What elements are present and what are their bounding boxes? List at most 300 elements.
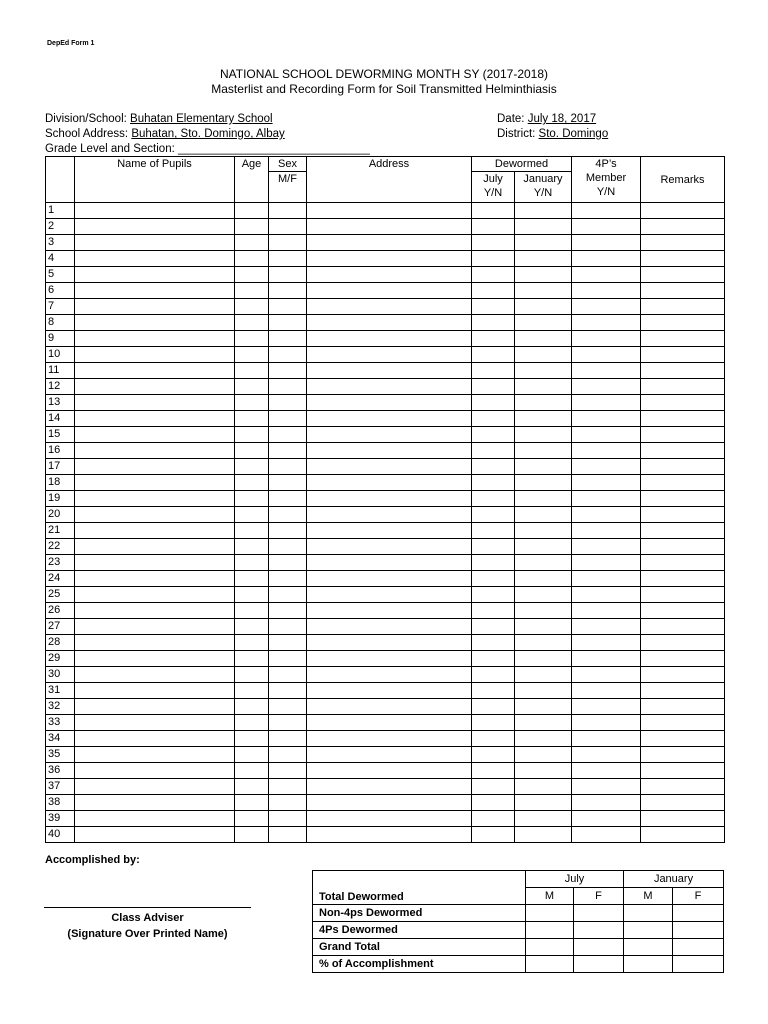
table-cell [307, 667, 472, 683]
table-cell [572, 539, 641, 555]
table-row [46, 539, 725, 555]
table-cell [472, 219, 515, 235]
table-cell [472, 587, 515, 603]
table-cell [269, 363, 307, 379]
row-number: 9 [46, 331, 75, 347]
name-header: Name of Pupils [75, 157, 235, 203]
table-cell [235, 571, 269, 587]
table-cell [235, 539, 269, 555]
table-cell [307, 651, 472, 667]
table-cell [641, 475, 725, 491]
table-cell [472, 651, 515, 667]
table-cell [307, 251, 472, 267]
table-cell [572, 827, 641, 843]
table-cell [307, 507, 472, 523]
table-cell [269, 203, 307, 219]
date-value: July 18, 2017 [527, 113, 597, 125]
table-cell [572, 651, 641, 667]
table-cell [641, 699, 725, 715]
table-cell [572, 315, 641, 331]
table-row [46, 491, 725, 507]
table-cell [235, 747, 269, 763]
table-row [46, 795, 725, 811]
table-cell [307, 827, 472, 843]
table-cell [307, 379, 472, 395]
table-cell [307, 219, 472, 235]
table-cell [235, 779, 269, 795]
table-cell [515, 203, 572, 219]
row-number: 33 [46, 715, 75, 731]
table-cell [641, 667, 725, 683]
table-cell [515, 635, 572, 651]
table-cell [472, 395, 515, 411]
table-cell [515, 331, 572, 347]
table-cell [472, 475, 515, 491]
table-cell [307, 699, 472, 715]
table-cell [307, 763, 472, 779]
row-number: 15 [46, 427, 75, 443]
table-cell [472, 603, 515, 619]
table-cell [572, 635, 641, 651]
summary-row-label: % of Accomplishment [313, 956, 526, 973]
table-cell [572, 731, 641, 747]
table-cell [269, 731, 307, 747]
table-cell [641, 363, 725, 379]
table-cell [75, 507, 235, 523]
table-cell [641, 427, 725, 443]
table-cell [307, 811, 472, 827]
table-cell [269, 411, 307, 427]
table-cell [515, 475, 572, 491]
table-row [46, 587, 725, 603]
table-row [46, 363, 725, 379]
table-cell [269, 283, 307, 299]
table-cell [75, 539, 235, 555]
table-cell [641, 523, 725, 539]
grade-section-line [45, 143, 370, 155]
table-cell [515, 571, 572, 587]
table-cell [515, 523, 572, 539]
table-cell [307, 315, 472, 331]
table-cell [572, 203, 641, 219]
table-row [46, 747, 725, 763]
table-cell [472, 299, 515, 315]
table-cell [572, 507, 641, 523]
table-cell [572, 587, 641, 603]
table-cell [515, 779, 572, 795]
table-cell [235, 699, 269, 715]
class-adviser-label: Class Adviser [111, 912, 184, 924]
table-cell [269, 683, 307, 699]
row-number: 38 [46, 795, 75, 811]
table-cell [75, 587, 235, 603]
table-cell [472, 251, 515, 267]
table-cell [269, 235, 307, 251]
table-cell [75, 283, 235, 299]
table-row [46, 427, 725, 443]
summary-cell [574, 905, 624, 922]
table-cell [641, 283, 725, 299]
table-cell [75, 363, 235, 379]
table-cell [515, 715, 572, 731]
table-cell [641, 251, 725, 267]
table-cell [75, 763, 235, 779]
table-cell [515, 683, 572, 699]
row-number: 25 [46, 587, 75, 603]
table-row [46, 811, 725, 827]
table-cell [515, 267, 572, 283]
table-cell [472, 571, 515, 587]
table-row [46, 251, 725, 267]
table-cell [235, 795, 269, 811]
table-cell [75, 603, 235, 619]
table-cell [235, 331, 269, 347]
table-cell [572, 491, 641, 507]
row-number: 32 [46, 699, 75, 715]
table-row [46, 203, 725, 219]
table-row [46, 411, 725, 427]
table-cell [235, 619, 269, 635]
table-cell [572, 699, 641, 715]
table-cell [472, 363, 515, 379]
table-cell [269, 667, 307, 683]
table-cell [641, 491, 725, 507]
summary-january-header: January [624, 871, 724, 888]
table-cell [235, 555, 269, 571]
table-cell [235, 763, 269, 779]
table-cell [472, 731, 515, 747]
january-subheader [515, 172, 572, 203]
page-subtitle: Masterlist and Recording Form for Soil Transmitted Helminthiasis [211, 82, 557, 96]
table-cell [641, 539, 725, 555]
table-row [46, 827, 725, 843]
table-cell [572, 283, 641, 299]
district-label: District: [497, 128, 536, 140]
row-number: 7 [46, 299, 75, 315]
table-cell [641, 683, 725, 699]
table-cell [307, 203, 472, 219]
member-header-line1: 4P’s [595, 158, 617, 170]
table-cell [515, 235, 572, 251]
division-value: Buhatan Elementary School [130, 113, 273, 125]
table-cell [269, 763, 307, 779]
table-cell [641, 443, 725, 459]
table-cell [269, 347, 307, 363]
table-row [46, 283, 725, 299]
table-cell [75, 795, 235, 811]
table-cell [75, 299, 235, 315]
table-cell [235, 715, 269, 731]
table-cell [515, 315, 572, 331]
table-cell [75, 619, 235, 635]
table-cell [75, 331, 235, 347]
table-cell [307, 747, 472, 763]
table-cell [307, 363, 472, 379]
table-cell [515, 283, 572, 299]
table-row [46, 315, 725, 331]
table-cell [515, 539, 572, 555]
table-cell [515, 763, 572, 779]
member-header-line2: Member [585, 172, 627, 184]
table-cell [515, 411, 572, 427]
summary-january-f: F [673, 888, 724, 905]
row-number: 34 [46, 731, 75, 747]
table-cell [472, 683, 515, 699]
table-cell [515, 363, 572, 379]
table-cell [235, 475, 269, 491]
row-number: 5 [46, 267, 75, 283]
table-cell [572, 411, 641, 427]
table-cell [307, 267, 472, 283]
table-cell [269, 555, 307, 571]
row-number: 3 [46, 235, 75, 251]
table-cell [75, 827, 235, 843]
table-cell [307, 539, 472, 555]
summary-cell [526, 939, 574, 956]
table-cell [235, 267, 269, 283]
table-cell [641, 747, 725, 763]
table-cell [75, 235, 235, 251]
table-cell [235, 651, 269, 667]
summary-row-label: 4Ps Dewormed [313, 922, 526, 939]
table-cell [269, 523, 307, 539]
table-row [46, 267, 725, 283]
table-cell [572, 379, 641, 395]
table-cell [515, 603, 572, 619]
summary-row-label: Grand Total [313, 939, 526, 956]
row-number: 8 [46, 315, 75, 331]
table-cell [75, 715, 235, 731]
table-cell [472, 267, 515, 283]
table-cell [75, 347, 235, 363]
table-row [46, 395, 725, 411]
table-cell [515, 699, 572, 715]
date-line [497, 113, 596, 125]
table-cell [75, 443, 235, 459]
table-row [46, 651, 725, 667]
table-cell [235, 587, 269, 603]
summary-row [313, 922, 724, 939]
table-cell [75, 411, 235, 427]
table-cell [307, 459, 472, 475]
summary-cell [673, 922, 724, 939]
table-cell [269, 219, 307, 235]
row-number: 23 [46, 555, 75, 571]
summary-cell [574, 956, 624, 973]
table-cell [235, 299, 269, 315]
table-cell [572, 251, 641, 267]
table-cell [269, 251, 307, 267]
table-cell [572, 219, 641, 235]
table-cell [307, 523, 472, 539]
table-cell [472, 203, 515, 219]
summary-cell [673, 939, 724, 956]
table-cell [515, 747, 572, 763]
table-cell [235, 683, 269, 699]
table-cell [269, 635, 307, 651]
table-cell [641, 411, 725, 427]
table-cell [572, 667, 641, 683]
table-cell [472, 411, 515, 427]
table-cell [641, 635, 725, 651]
table-cell [515, 667, 572, 683]
table-cell [641, 331, 725, 347]
summary-july-m: M [526, 888, 574, 905]
table-cell [75, 459, 235, 475]
table-cell [269, 747, 307, 763]
district-line [497, 128, 608, 140]
summary-january-m: M [624, 888, 673, 905]
table-cell [641, 715, 725, 731]
table-cell [515, 731, 572, 747]
table-cell [572, 715, 641, 731]
summary-row-label: Total Dewormed [313, 871, 526, 905]
table-cell [235, 459, 269, 475]
row-number: 28 [46, 635, 75, 651]
table-cell [641, 731, 725, 747]
table-cell [472, 331, 515, 347]
table-cell [235, 411, 269, 427]
table-cell [572, 299, 641, 315]
table-cell [269, 619, 307, 635]
table-row [46, 571, 725, 587]
table-cell [641, 379, 725, 395]
summary-july-f: F [574, 888, 624, 905]
page-title: NATIONAL SCHOOL DEWORMING MONTH SY (2017-2018) [219, 67, 549, 81]
table-cell [75, 555, 235, 571]
summary-month-row [313, 871, 724, 888]
row-number: 29 [46, 651, 75, 667]
table-row [46, 635, 725, 651]
row-number: 18 [46, 475, 75, 491]
table-cell [472, 635, 515, 651]
table-cell [572, 747, 641, 763]
summary-cell [673, 956, 724, 973]
table-cell [641, 651, 725, 667]
summary-cell [624, 922, 673, 939]
table-cell [307, 235, 472, 251]
table-cell [472, 347, 515, 363]
row-number: 36 [46, 763, 75, 779]
table-cell [572, 603, 641, 619]
table-cell [75, 379, 235, 395]
table-cell [572, 235, 641, 251]
row-number: 21 [46, 523, 75, 539]
table-cell [75, 651, 235, 667]
table-row [46, 347, 725, 363]
table-cell [641, 811, 725, 827]
table-cell [235, 491, 269, 507]
table-row [46, 443, 725, 459]
summary-row [313, 905, 724, 922]
table-cell [572, 443, 641, 459]
table-cell [269, 651, 307, 667]
table-cell [75, 315, 235, 331]
table-cell [515, 811, 572, 827]
table-cell [641, 203, 725, 219]
table-cell [515, 443, 572, 459]
table-cell [235, 219, 269, 235]
row-number: 20 [46, 507, 75, 523]
table-cell [641, 779, 725, 795]
table-cell [572, 555, 641, 571]
summary-cell [526, 956, 574, 973]
table-cell [235, 235, 269, 251]
july-subheader-yn: Y/N [483, 187, 503, 199]
signature-note: (Signature Over Printed Name) [67, 928, 228, 940]
table-cell [269, 315, 307, 331]
grade-section-blank: ______________________________ [177, 143, 370, 155]
table-cell [472, 443, 515, 459]
summary-cell [624, 939, 673, 956]
table-cell [572, 363, 641, 379]
table-cell [75, 667, 235, 683]
table-cell [515, 795, 572, 811]
table-cell [515, 251, 572, 267]
table-cell [307, 395, 472, 411]
row-number: 30 [46, 667, 75, 683]
table-cell [307, 795, 472, 811]
table-cell [472, 539, 515, 555]
table-cell [307, 347, 472, 363]
table-cell [572, 331, 641, 347]
table-cell [472, 747, 515, 763]
table-cell [269, 779, 307, 795]
table-row [46, 555, 725, 571]
division-school-line [45, 113, 273, 125]
table-cell [269, 539, 307, 555]
table-cell [515, 587, 572, 603]
table-cell [641, 507, 725, 523]
table-cell [572, 683, 641, 699]
table-cell [641, 267, 725, 283]
row-number: 11 [46, 363, 75, 379]
table-cell [307, 331, 472, 347]
table-cell [235, 251, 269, 267]
summary-cell [673, 905, 724, 922]
table-cell [307, 443, 472, 459]
sex-header: Sex [269, 157, 307, 172]
table-cell [75, 251, 235, 267]
table-cell [269, 299, 307, 315]
district-value: Sto. Domingo [538, 128, 609, 140]
table-cell [235, 379, 269, 395]
table-cell [235, 635, 269, 651]
table-cell [307, 411, 472, 427]
member-header [572, 157, 641, 203]
table-cell [572, 395, 641, 411]
row-number: 16 [46, 443, 75, 459]
table-cell [472, 555, 515, 571]
table-cell [75, 267, 235, 283]
table-cell [641, 603, 725, 619]
table-cell [641, 299, 725, 315]
table-cell [572, 267, 641, 283]
number-header [46, 157, 75, 203]
row-number: 27 [46, 619, 75, 635]
table-cell [75, 731, 235, 747]
table-cell [472, 459, 515, 475]
summary-july-header: July [526, 871, 624, 888]
table-cell [269, 715, 307, 731]
table-cell [269, 507, 307, 523]
summary-table [312, 870, 724, 973]
table-cell [515, 395, 572, 411]
row-number: 1 [46, 203, 75, 219]
row-number: 35 [46, 747, 75, 763]
table-cell [641, 347, 725, 363]
row-number: 2 [46, 219, 75, 235]
